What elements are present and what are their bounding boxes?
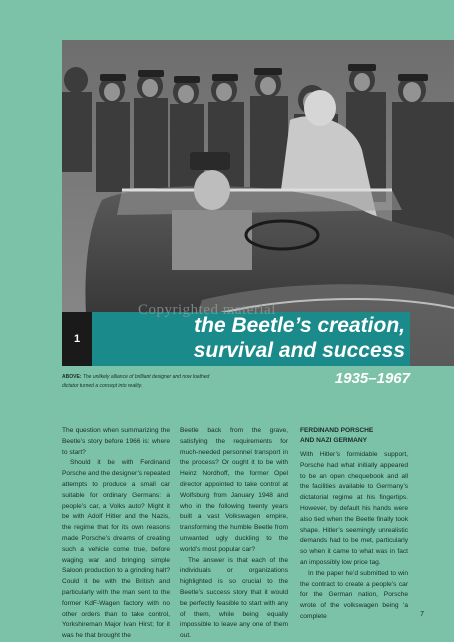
body-column-3 (300, 426, 408, 623)
chapter-title-line-2: survival and success (193, 339, 405, 362)
body-column-2 (180, 426, 288, 642)
paragraph: With Hitler’s formidable support, Porsche had what initially appeared to be an open chequebook and all the facilities available to Germany’s dictatorial regime at his fingertips. However, by default his hands were also tied when the Beetle finally took shape. Hitler’s seemingly unrealistic demands had to be met, particularly so when it came to what was in fact an impossibly low price tag. (300, 451, 408, 566)
chapter-years: 1935–1967 (334, 370, 410, 387)
paragraph: Should it be with Ferdinand Porsche and the designer’s repeated attempts to produce a small car suitable for ordinary Germans: a people’s car, a Volks auto? Might it be with Adolf Hitler and the Nazis, the regime that for its own reasons made Porsche’s dreams of creating such a vehicle come true, before waging war and bringing simple Saloon production to a grinding halt? Could it be with the British and particularly with the man sent to the former KdF-Wagen factory with no other orders than to take control, Yorkshireman Major Ivan Hirst; for it was he that brought the (62, 459, 170, 640)
paragraph: The question when summarizing the Beetle’s story before 1966 is: where to start? (62, 427, 170, 456)
caption-text: The unlikely alliance of brilliant designer and now loathed dictator turned a concept into reality. (62, 374, 210, 389)
section-heading-line-2: AND NAZI GERMANY (300, 437, 368, 444)
paragraph: In the paper he’d submitted to win the contract to create a people’s car for the German nation, Porsche wrote of the volkswagen being ‘a complete (300, 569, 408, 620)
section-heading (300, 426, 408, 446)
section-heading-line-1: FERDINAND PORSCHE (300, 427, 374, 434)
page-number: 7 (420, 611, 424, 618)
photo-caption (62, 373, 212, 391)
caption-label: ABOVE: (62, 374, 82, 380)
watermark-text: Copyrighted material (138, 302, 276, 318)
paragraph: The answer is that each of the individuals or organizations highlighted is so crucial to the Beetle’s success story that it would be perfectly feasible to start with any of them, while being equally impossible to leave any one of them out. (180, 556, 288, 640)
chapter-number: 1 (62, 312, 92, 366)
body-column-1 (62, 426, 170, 642)
paragraph: Beetle back from the grave, satisfying the requirements for much-needed personnel transport in the process? Or ought it to be with Heinz Nordhoff, the former Opel director appointed to take control at Wolfsburg from January 1948 and who in the following twenty years built a vast Volkswagen empire, transforming the humble Beetle from unwanted ugly duckling to the world’s most popular car? (180, 427, 288, 553)
chapter-title (150, 313, 405, 363)
chapter-title-line-1: the Beetle’s creation, (194, 314, 405, 337)
